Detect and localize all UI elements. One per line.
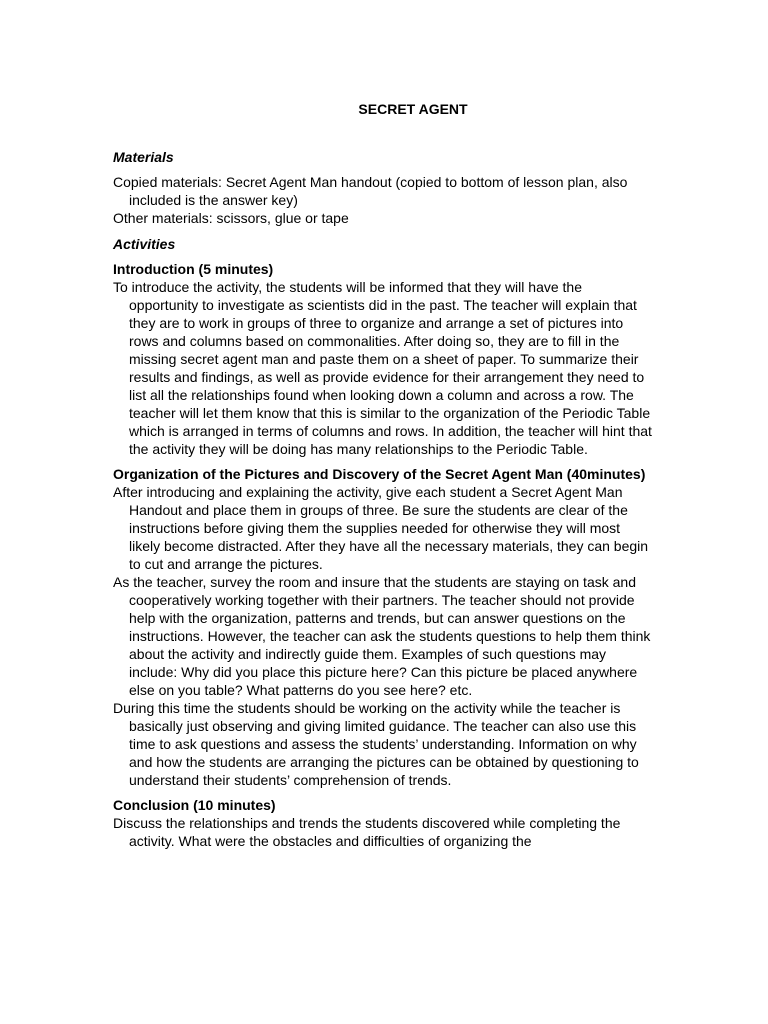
organization-paragraph: During this time the students should be working on the activity while the teacher is basically just observing and giving limited guidance. The teacher can also use this time to ask questions and assess the students’ understanding. Information on why and how the students are arranging the pictures can be obtained by questioning to understand their students’ comprehension of trends. xyxy=(113,700,639,788)
organization-paragraph: As the teacher, survey the room and insure that the students are staying on task and cooperatively working together with their partners. The teacher should not provide help with the organization, patterns and trends, but can answer questions on the instructions. However, the teacher can ask the students questions to help them think about the activity and indirectly guide them. Examples of such questions may include: Why did you place this picture here? Can this picture be placed anywhere else on you table? What patterns do you see here? etc. xyxy=(113,574,651,698)
materials-item: Copied materials: Secret Agent Man handout (copied to bottom of lesson plan, also included is the answer key) xyxy=(113,174,628,208)
materials-heading: Materials xyxy=(113,149,174,165)
materials-item: Other materials: scissors, glue or tape xyxy=(113,210,349,226)
conclusion-heading: Conclusion (10 minutes) xyxy=(113,797,276,813)
intro-heading: Introduction (5 minutes) xyxy=(113,261,274,277)
document-body xyxy=(113,100,653,850)
conclusion-paragraph: Discuss the relationships and trends the students discovered while completing the activity. What were the obstacles and difficulties of organizing the xyxy=(113,815,621,849)
organization-heading: Organization of the Pictures and Discovery of the Secret Agent Man (40minutes) xyxy=(113,466,646,482)
intro-paragraph: To introduce the activity, the students will be informed that they will have the opportunity to investigate as scientists did in the past. The teacher will explain that they are to work in groups of three to organize and arrange a set of pictures into rows and columns based on commonalities. After doing so, they are to fill in the missing secret agent man and paste them on a sheet of paper. To summarize their results and findings, as well as provide evidence for their arrangement they need to list all the relationships found when looking down a column and across a row. The teacher will let them know that this is similar to the organization of the Periodic Table which is arranged in terms of columns and rows. In addition, the teacher will hint that the activity they will be doing has many relationships to the Periodic Table. xyxy=(113,279,652,457)
document-title: SECRET AGENT xyxy=(358,101,468,117)
organization-paragraph: After introducing and explaining the activity, give each student a Secret Agent Man Handout and place them in groups of three. Be sure the students are clear of the instructions before giving them the supplies needed for otherwise they will most likely become distracted. After they have all the necessary materials, they can begin to cut and arrange the pictures. xyxy=(113,484,649,572)
activities-heading: Activities xyxy=(113,236,176,252)
